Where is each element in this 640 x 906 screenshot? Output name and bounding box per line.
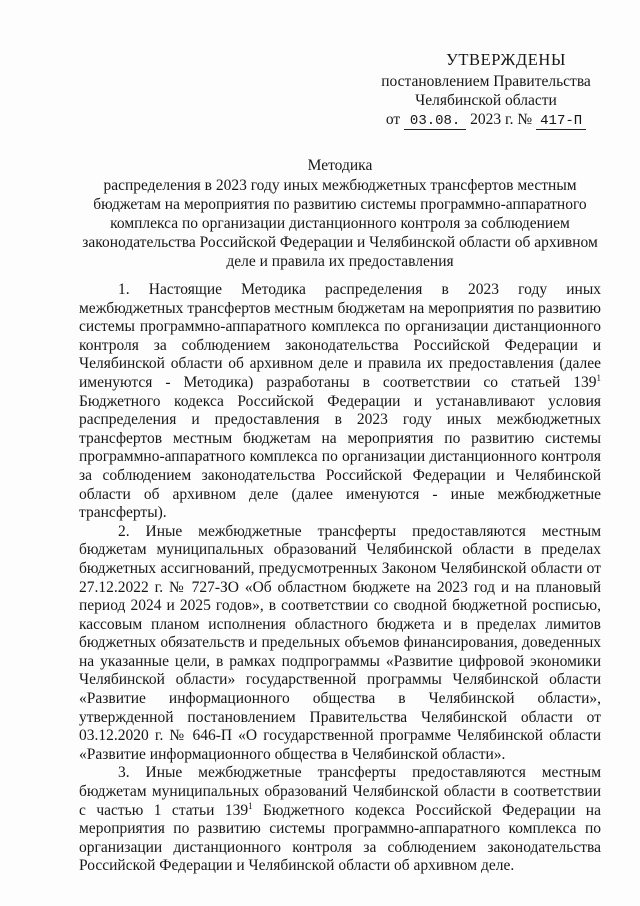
- approval-decree-line: постановлением Правительства: [381, 73, 591, 90]
- paragraph-1-part-a: 1. Настоящие Методика распределения в 2023 году иных межбюджетных трансфертов местным бюджетам на мероприятия по развитию системы программно-аппаратного комплекса по организации дистанционного контроля за соблюдением законодательства Российской Федерации и Челябинской области об архивном деле и правила их предоставления (далее именуются - Методика) разработаны в соответствии со статьей 139: [79, 281, 601, 391]
- decree-year-text: 2023 г. №: [470, 111, 533, 128]
- approval-heading: УТВЕРЖДЕНЫ: [446, 50, 566, 69]
- approval-block: [375, 50, 597, 130]
- document-body: [79, 281, 601, 876]
- approval-date-line: [375, 110, 597, 130]
- paragraph-1-superscript: 1: [596, 372, 601, 383]
- document-subtitle: распределения в 2023 году иных межбюджетных трансфертов местным бюджетам на мероприятия по развитию системы программно-аппаратного комплекса по организации дистанционного контроля за соблюдением законодательства Российской Федерации и Челябинской области об архивном деле и правила их предоставления: [82, 177, 598, 270]
- date-prefix: от: [385, 111, 401, 128]
- decree-date-field: 03.08.: [404, 114, 466, 130]
- paragraph-3-part-b: Бюджетного кодекса Российской Федерации на мероприятия по развитию системы программно-аппаратного комплекса по организации дистанционного контроля за соблюдением законодательства Российской Федерации и Челябинской области об архивном деле.: [79, 801, 601, 875]
- document-title: Методика: [307, 157, 373, 174]
- paragraph-3-part-a: 3. Иные межбюджетные трансферты предоставляются местным бюджетам муниципальных образований Челябинской области в соответствии с частью 1 статьи 139: [79, 764, 601, 819]
- document-title-block: [80, 156, 600, 271]
- paragraph-3: [79, 764, 601, 876]
- paragraph-1: [79, 281, 601, 523]
- paragraph-1-part-b: Бюджетного кодекса Российской Федерации и устанавливают условия распределения и предоставления в 2023 году иных межбюджетных трансфертов местным бюджетам на мероприятия по развитию системы программно-аппаратного комплекса по организации дистанционного контроля за соблюдением законодательства Российской Федерации и Челябинской области об архивном деле (далее именуются - иные межбюджетные трансферты).: [79, 392, 601, 522]
- decree-number-field: 417-П: [536, 114, 586, 130]
- paragraph-2: 2. Иные межбюджетные трансферты предоставляются местным бюджетам муниципальных образований Челябинской области в пределах бюджетных ассигнований, предусмотренных Законом Челябинской области от 27.12.2022 г. № 727-ЗО «Об областном бюджете на 2023 год и на плановый период 2024 и 2025 годов», в соответствии со сводной бюджетной росписью, кассовым планом исполнения областного бюджета и в пределах лимитов бюджетных обязательств и предельных объемов финансирования, доведенных на указанные цели, в рамках подпрограммы «Развитие цифровой экономики Челябинской области» государственной программы Челябинской области «Развитие информационного общества в Челябинской области», утвержденной постановлением Правительства Челябинской области от 03.12.2020 г. № 646-П «О государственной программе Челябинской области «Развитие информационного общества в Челябинской области».: [79, 522, 601, 763]
- paragraph-3-superscript: 1: [248, 800, 253, 811]
- approval-region-line: Челябинской области: [415, 92, 557, 109]
